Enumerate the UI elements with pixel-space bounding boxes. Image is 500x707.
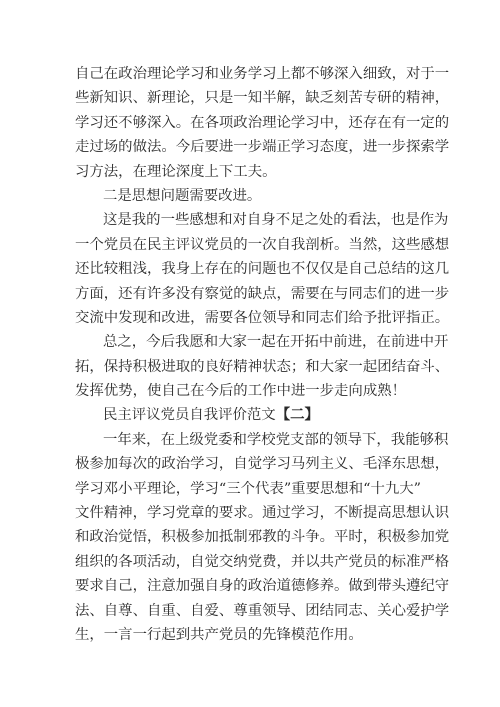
text-line: 一年来，在上级党委和学校党支部的领导下，我能够积 [103, 431, 449, 448]
text-line: 组织的各项活动，自觉交纳党费，并以共产党员的标准严格 [75, 553, 450, 570]
section-title-number: 【二】 [275, 406, 319, 424]
text-line: 文件精神，学习党章的要求。通过学习，不断提高思想认识 [75, 505, 450, 522]
text-line: 发挥优势，使自己在今后的工作中进一步走向成熟！ [75, 383, 406, 400]
text-line: 这是我的一些感想和对自身不足之处的看法，也是作为 [103, 212, 449, 229]
text-line: 和政治觉悟，积极参加抵制邪教的斗争。平时，积极参加党 [75, 529, 450, 546]
text-line: 还比较粗浅，我身上存在的问题也不仅仅是自己总结的这几 [75, 261, 450, 278]
text-line: 自己在政治理论学习和业务学习上都不够深入细致，对于一 [75, 66, 450, 82]
text-line: 极参加每次的政治学习，自觉学习马列主义、毛泽东思想， [75, 456, 450, 473]
text-line: 走过场的做法。今后要进一步端正学习态度，进一步探索学 [75, 139, 450, 156]
subheading-line: 二是思想问题需要改进。 [103, 187, 262, 204]
text-line: 生，一言一行起到共产党员的先锋模范作用。 [75, 626, 363, 643]
text-line: 法、自尊、自重、自爱、尊重领导、团结同志、关心爱护学 [75, 602, 450, 619]
section-title [75, 403, 435, 427]
document-body [75, 62, 450, 647]
text-line: 学习还不够深入。在各项政治理论学习中，还存在有一定的 [75, 114, 450, 131]
text-line: 习方法，在理论深度上下工夫。 [75, 163, 277, 180]
text-line: 方面，还有许多没有察觉的缺点，需要在与同志们的进一步 [75, 285, 450, 302]
text-line: 要求自己，注意加强自身的政治道德修养。做到带头遵纪守 [75, 578, 450, 595]
text-line: 交流中发现和改进，需要各位领导和同志们给予批评指正。 [75, 309, 450, 326]
text-line: 学习邓小平理论，学习“三个代表”重要思想和“十九大” [75, 480, 422, 497]
text-line: 一个党员在民主评议党员的一次自我剖析。当然，这些感想 [75, 236, 450, 253]
text-line: 拓，保持积极进取的良好精神状态；和大家一起团结奋斗、 [75, 358, 450, 375]
text-line: 些新知识、新理论，只是一知半解，缺乏刻苦专研的精神， [75, 90, 450, 107]
section-title-text: 民主评议党员自我评价范文 [103, 407, 276, 424]
text-line: 总之，今后我愿和大家一起在开拓中前进，在前进中开 [103, 334, 449, 351]
